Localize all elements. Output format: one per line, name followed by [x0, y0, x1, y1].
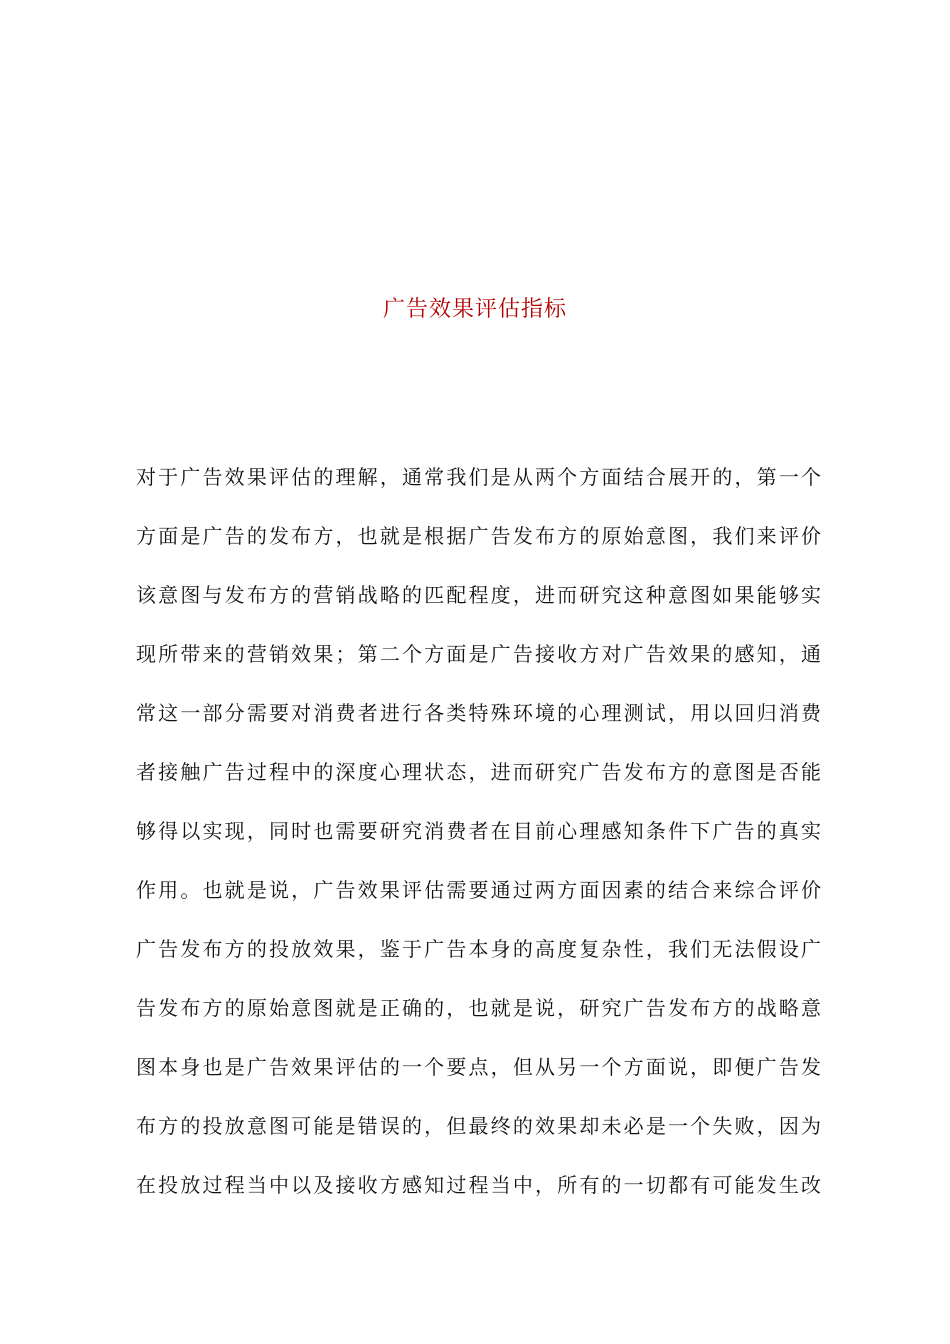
paragraph-line: 方面是广告的发布方，也就是根据广告发布方的原始意图，我们来评价	[136, 524, 821, 548]
page-title: 广告效果评估指标	[382, 297, 567, 322]
body-paragraph	[136, 457, 821, 1224]
paragraph-line: 常这一部分需要对消费者进行各类特殊环境的心理测试，用以回归消费	[136, 701, 821, 725]
paragraph-line: 图本身也是广告效果评估的一个要点，但从另一个方面说，即便广告发	[136, 1055, 821, 1079]
paragraph-line: 够得以实现，同时也需要研究消费者在目前心理感知条件下广告的真实	[136, 819, 821, 843]
paragraph-line: 者接触广告过程中的深度心理状态，进而研究广告发布方的意图是否能	[136, 760, 821, 784]
paragraph-line: 在投放过程当中以及接收方感知过程当中，所有的一切都有可能发生改	[136, 1173, 821, 1197]
paragraph-line: 告发布方的原始意图就是正确的，也就是说，研究广告发布方的战略意	[136, 996, 821, 1020]
paragraph-line: 对于广告效果评估的理解，通常我们是从两个方面结合展开的，第一个	[136, 465, 821, 489]
paragraph-line: 广告发布方的投放效果，鉴于广告本身的高度复杂性，我们无法假设广	[136, 937, 821, 961]
paragraph-line: 布方的投放意图可能是错误的，但最终的效果却未必是一个失败，因为	[136, 1114, 821, 1138]
paragraph-line: 作用。也就是说，广告效果评估需要通过两方面因素的结合来综合评价	[136, 878, 821, 902]
paragraph-line: 现所带来的营销效果；第二个方面是广告接收方对广告效果的感知，通	[136, 642, 821, 666]
paragraph-line: 该意图与发布方的营销战略的匹配程度，进而研究这种意图如果能够实	[136, 583, 821, 607]
